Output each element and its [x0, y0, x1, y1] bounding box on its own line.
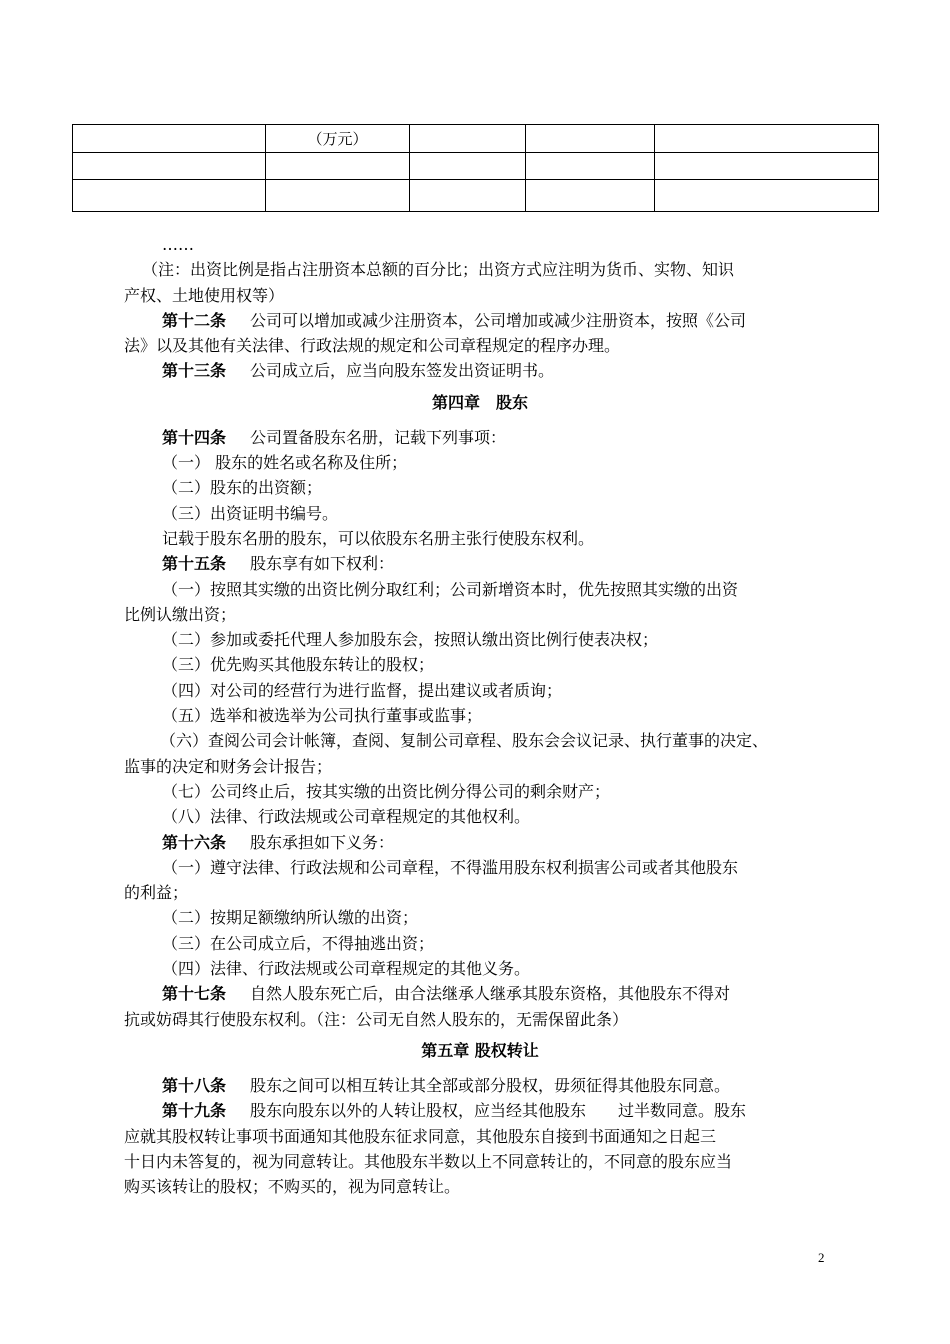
list-item: （四）法律、行政法规或公司章程规定的其他义务。: [162, 959, 531, 979]
list-item: （七）公司终止后，按其实缴的出资比例分得公司的剩余财产；: [162, 781, 611, 801]
capital-table: [72, 124, 879, 212]
table-cell: [266, 180, 410, 212]
list-item: （三）出资证明书编号。: [162, 503, 339, 523]
list-item: （二）按期足额缴纳所认缴的出资；: [162, 908, 419, 928]
list-item: （一） 股东的姓名或名称及住所；: [162, 453, 408, 473]
chapter-4-heading: 第四章 股东: [431, 392, 528, 412]
article-text: 股东向股东以外的人转让股权，应当经其他股东 过半数同意。股东: [250, 1101, 747, 1121]
page-number: 2: [818, 1250, 825, 1265]
article-title: 第十五条: [162, 554, 227, 574]
table-cell: [73, 180, 266, 212]
table-cell: [655, 125, 879, 153]
article-title: 第十六条: [162, 832, 227, 852]
table-cell: [410, 180, 526, 212]
article-text: 股东享有如下权利：: [250, 554, 395, 574]
table-cell: [655, 153, 879, 180]
list-item: （三）在公司成立后，不得抽逃出资；: [162, 933, 435, 953]
table-cell: [655, 180, 879, 212]
article-15: [124, 551, 836, 576]
article-title: 第十二条: [162, 310, 227, 330]
article-13: [124, 358, 836, 383]
list-item: （六）查阅公司会计帐簿，查阅、复制公司章程、股东会会议记录、执行董事的决定、: [160, 731, 769, 751]
list-item: （三）优先购买其他股东转让的股权；: [162, 655, 435, 675]
chapter-5-heading: 第五章 股权转让: [421, 1040, 539, 1060]
article-title: 第十四条: [162, 427, 227, 447]
article-text: 法》以及其他有关法律、行政法规的规定和公司章程规定的程序办理。: [124, 336, 621, 356]
list-item: （二）股东的出资额；: [162, 478, 323, 498]
table-cell: [526, 180, 655, 212]
list-item: （八）法律、行政法规或公司章程规定的其他权利。: [162, 807, 531, 827]
article-text: 股东承担如下义务：: [250, 832, 395, 852]
article-18: [124, 1073, 836, 1098]
note-line: 产权、土地使用权等）: [124, 285, 285, 305]
table-row: [73, 180, 879, 212]
list-item-cont: 的利益；: [124, 883, 189, 903]
article-19: [124, 1098, 836, 1123]
article-title: 第十三条: [162, 361, 227, 381]
body-text: [124, 232, 836, 1199]
table-cell: [526, 153, 655, 180]
article-16: [124, 830, 836, 855]
article-text: 购买该转让的股权；不购买的，视为同意转让。: [124, 1177, 461, 1197]
table-cell: [73, 125, 266, 153]
article-text: 公司成立后，应当向股东签发出资证明书。: [250, 361, 555, 381]
article-text: 股东之间可以相互转让其全部或部分股权，毋须征得其他股东同意。: [250, 1075, 731, 1095]
article-17: [124, 981, 836, 1006]
list-item: （五）选举和被选举为公司执行董事或监事；: [162, 706, 483, 726]
table-cell: [73, 153, 266, 180]
table-cell: [266, 153, 410, 180]
paragraph: 记载于股东名册的股东，可以依股东名册主张行使股东权利。: [162, 528, 595, 548]
list-item: （一）按照其实缴的出资比例分取红利；公司新增资本时，优先按照其实缴的出资: [162, 579, 739, 599]
article-12: [124, 308, 836, 333]
article-text: 抗或妨碍其行使股东权利。（注：公司无自然人股东的，无需保留此条）: [124, 1009, 629, 1029]
article-title: 第十九条: [162, 1101, 227, 1121]
article-14: [124, 425, 836, 450]
list-item: （一）遵守法律、行政法规和公司章程，不得滥用股东权利损害公司或者其他股东: [162, 857, 739, 877]
list-item-cont: 比例认缴出资；: [124, 604, 237, 624]
table-cell: [410, 153, 526, 180]
article-text: 自然人股东死亡后，由合法继承人继承其股东资格，其他股东不得对: [250, 984, 731, 1004]
table-cell: [526, 125, 655, 153]
ellipsis: ……: [162, 235, 194, 254]
list-item: （四）对公司的经营行为进行监督，提出建议或者质询；: [162, 680, 563, 700]
article-text: 公司可以增加或减少注册资本，公司增加或减少注册资本，按照《公司: [250, 310, 747, 330]
table-row: [73, 153, 879, 180]
list-item: （二）参加或委托代理人参加股东会，按照认缴出资比例行使表决权；: [162, 630, 659, 650]
list-item-cont: 监事的决定和财务会计报告；: [124, 756, 333, 776]
article-title: 第十七条: [162, 984, 227, 1004]
note-line: （注：出资比例是指占注册资本总额的百分比；出资方式应注明为货币、实物、知识: [142, 260, 735, 280]
article-title: 第十八条: [162, 1075, 227, 1095]
table-cell: [410, 125, 526, 153]
table-row: [73, 125, 879, 153]
article-text: 应就其股权转让事项书面通知其他股东征求同意，其他股东自接到书面通知之日起三: [124, 1126, 717, 1146]
article-text: 十日内未答复的，视为同意转让。其他股东半数以上不同意转让的，不同意的股东应当: [124, 1151, 733, 1171]
article-text: 公司置备股东名册，记载下列事项：: [250, 427, 507, 447]
table-cell: （万元）: [266, 125, 410, 153]
